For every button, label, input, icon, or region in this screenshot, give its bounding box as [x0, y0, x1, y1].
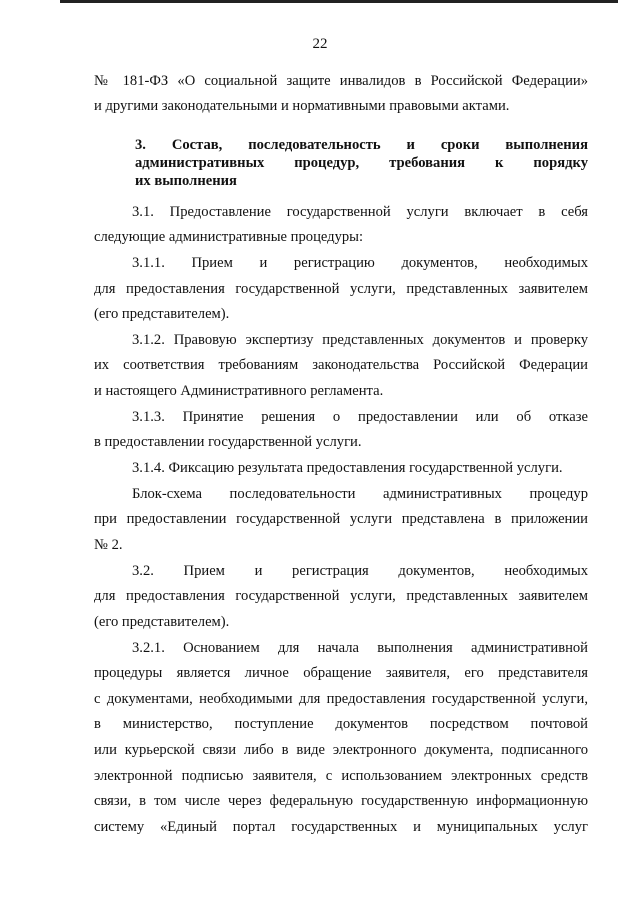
text-line: 3.2.1. Основанием для начала выполнения административной [132, 640, 588, 656]
text-line: и настоящего Административного регламента. [94, 383, 384, 399]
section-heading: 3. Состав, последовательность и сроки выполнения [135, 137, 588, 153]
text-line: № 2. [94, 537, 123, 553]
text-line: 3.1.4. Фиксацию результата предоставления государственной услуги. [132, 460, 563, 476]
text-line: 3.1.1. Прием и регистрацию документов, необходимых [132, 255, 588, 271]
top-rule [60, 0, 618, 3]
text-line: 3.1. Предоставление государственной услуги включает в себя [132, 204, 588, 220]
text-line: и другими законодательными и нормативными правовыми актами. [94, 98, 510, 114]
text-line: систему «Единый портал государственных и муниципальных услуг [94, 819, 588, 835]
section-heading: административных процедур, требования к порядку [135, 155, 588, 171]
text-line: 3.1.2. Правовую экспертизу представленных документов и проверку [132, 332, 588, 348]
text-line: (его представителем). [94, 614, 230, 630]
text-line: (его представителем). [94, 306, 230, 322]
text-line: в предоставлении государственной услуги. [94, 434, 362, 450]
text-line: или курьерской связи либо в виде электронного документа, подписанного [94, 742, 588, 758]
page-number: 22 [312, 36, 328, 52]
text-line: Блок-схема последовательности административных процедур [132, 486, 588, 502]
section-heading: их выполнения [135, 173, 237, 189]
text-line: процедуры является личное обращение заявителя, его представителя [94, 665, 588, 681]
text-line: 3.2. Прием и регистрация документов, необходимых [132, 563, 588, 579]
text-line: их соответствия требованиям законодательства Российской Федерации [94, 357, 588, 373]
text-line: с документами, необходимыми для предоставления государственной услуги, [94, 691, 588, 707]
text-line: в министерство, поступление документов посредством почтовой [94, 716, 588, 732]
text-line: при предоставлении государственной услуги представлена в приложении [94, 511, 588, 527]
text-line: для предоставления государственной услуги, представленных заявителем [94, 588, 588, 604]
text-line: для предоставления государственной услуги, представленных заявителем [94, 281, 588, 297]
text-line: связи, в том числе через федеральную государственную информационную [94, 793, 588, 809]
text-line: 3.1.3. Принятие решения о предоставлении или об отказе [132, 409, 588, 425]
text-line: № 181-ФЗ «О социальной защите инвалидов в Российской Федерации» [94, 73, 588, 89]
text-line: электронной подписью заявителя, с использованием электронных средств [94, 768, 588, 784]
text-line: следующие административные процедуры: [94, 229, 364, 245]
